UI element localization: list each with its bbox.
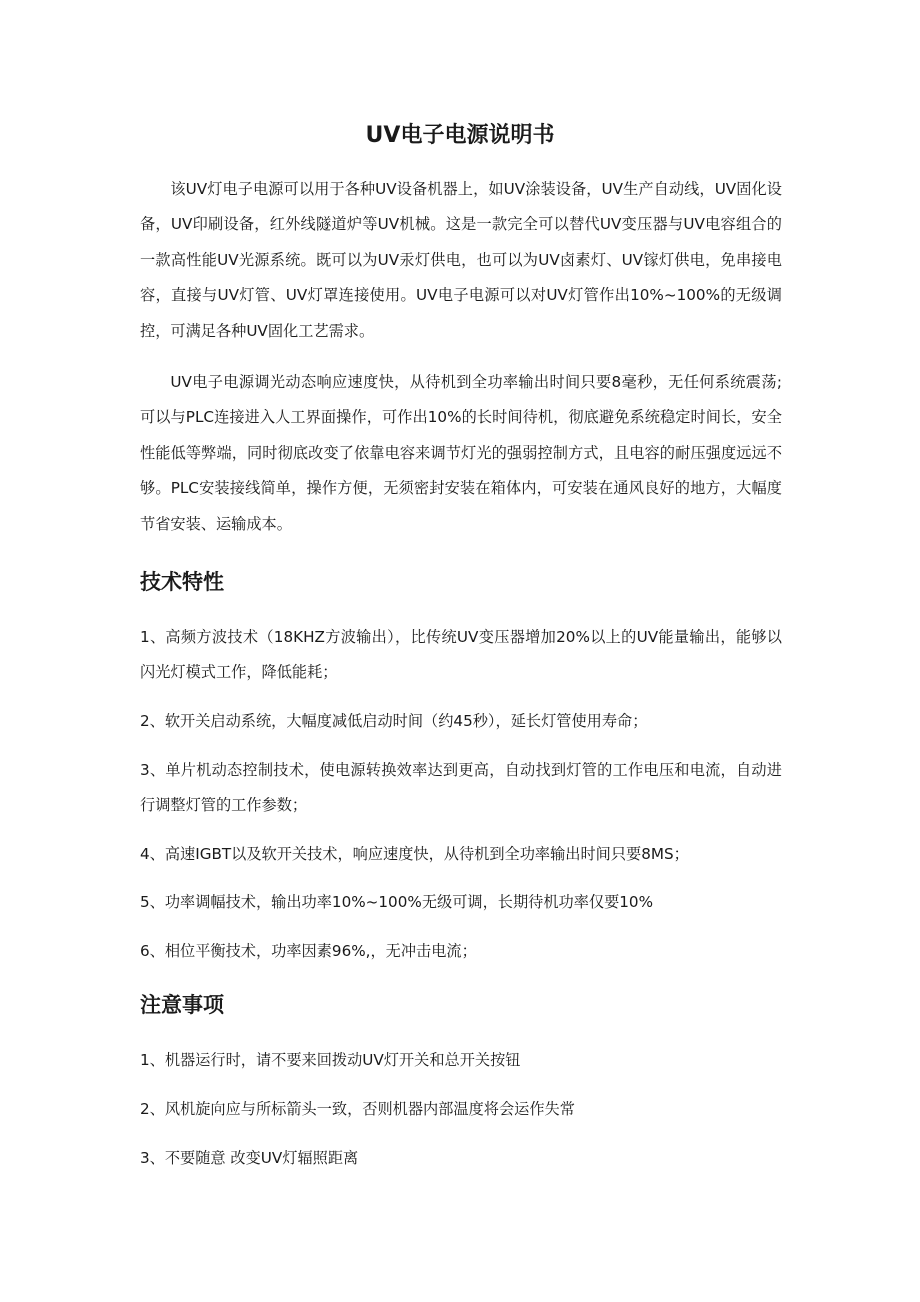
note-item: 3、不要随意 改变UV灯辐照距离 [140, 1149, 359, 1167]
features-heading: 技术特性 [140, 570, 224, 594]
feature-item: 4、高速IGBT以及软开关技术，响应速度快，从待机到全功率输出时间只要8MS； [140, 845, 689, 863]
document-title: UV电子电源说明书 [365, 123, 555, 148]
note-item: 2、风机旋向应与所标箭头一致，否则机器内部温度将会运作失常 [140, 1100, 575, 1118]
feature-item: 5、功率调幅技术，输出功率10%~100%无级可调，长期待机功率仅要10% [140, 893, 654, 911]
feature-item: 1、高频方波技术（18KHZ方波输出），比传统UV变压器增加20%以上的UV能量输出，能够以闪光灯模式工作，降低能耗； [140, 628, 782, 682]
feature-item: 6、相位平衡技术，功率因素96%,，无冲击电流； [140, 942, 477, 960]
notes-heading: 注意事项 [140, 993, 224, 1017]
feature-item: 3、单片机动态控制技术，使电源转换效率达到更高，自动找到灯管的工作电压和电流，自动进行调整灯管的工作参数； [140, 761, 782, 815]
note-item: 1、机器运行时，请不要来回拨动UV灯开关和总开关按钮 [140, 1051, 521, 1069]
performance-paragraph: UV电子电源调光动态响应速度快，从待机到全功率输出时间只要8毫秒，无任何系统震荡; 可以与PLC连接进入人工界面操作，可作出10%的长时间待机，彻底避免系统稳定时间长，安全性能低等弊端，同时彻底改变了依靠电容来调节灯光的强弱控制方式，且电容的耐压强度远远不够。PLC安装接线简单，操作方便，无须密封安装在箱体内，可安装在通风良好的地方，大幅度节省安装、运输成本。 [140, 373, 782, 533]
intro-paragraph: 该UV灯电子电源可以用于各种UV设备机器上，如UV涂装设备，UV生产自动线，UV固化设备，UV印刷设备，红外线隧道炉等UV机械。这是一款完全可以替代UV变压器与UV电容组合的一款高性能UV光源系统。既可以为UV汞灯供电，也可以为UV卤素灯、UV镓灯供电，免串接电容，直接与UV灯管、UV灯罩连接使用。UV电子电源可以对UV灯管作出10%~100%的无级调控，可满足各种UV固化工艺需求。 [140, 180, 782, 340]
feature-item: 2、软开关启动系统，大幅度减低启动时间（约45秒），延长灯管使用寿命； [140, 712, 648, 730]
